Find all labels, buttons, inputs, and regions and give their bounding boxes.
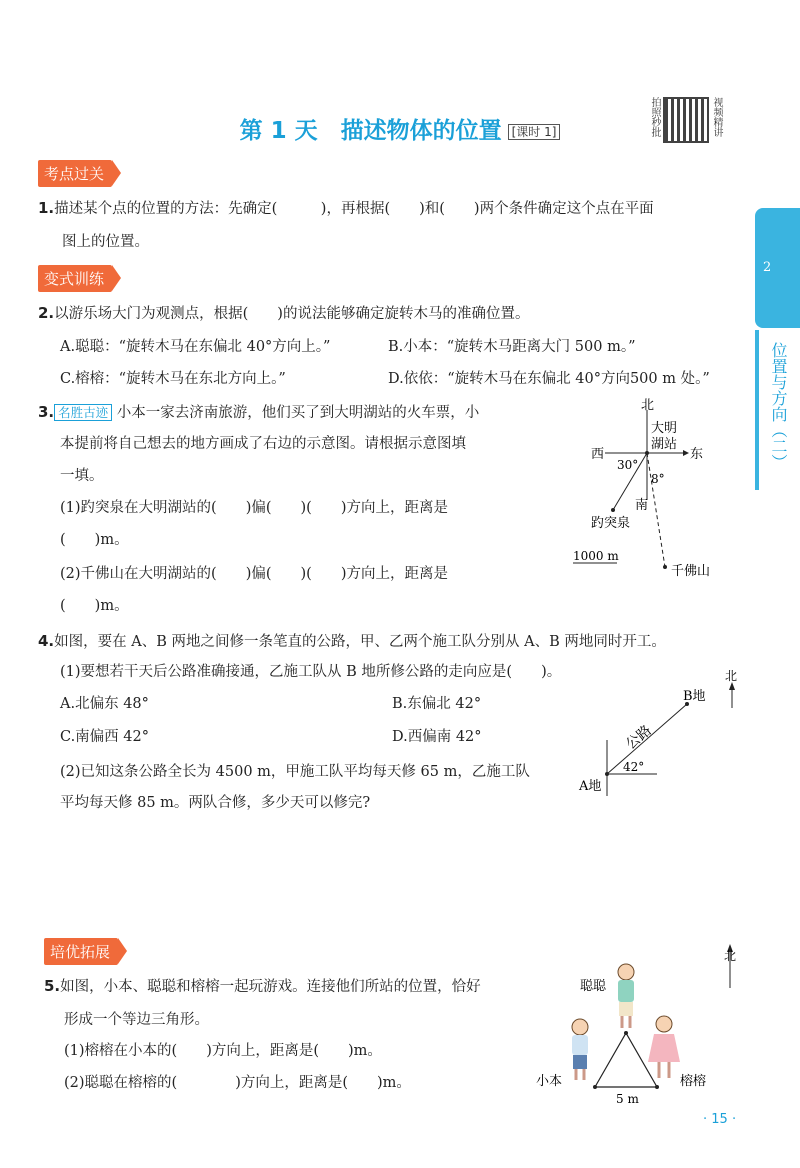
question-3-part1-cont: ( )m。 bbox=[60, 532, 129, 548]
option-b[interactable]: B.东偏北 42° bbox=[392, 696, 482, 712]
question-3 bbox=[38, 402, 479, 423]
section-label: 培优拓展 bbox=[50, 943, 111, 961]
road-diagram bbox=[575, 668, 745, 808]
option-b[interactable]: B.小本：“旋转木马距离大门 500 m。” bbox=[388, 339, 636, 355]
question-3-part2: (2)千佛山在大明湖站的( )偏( )( )方向上，距离是 bbox=[60, 566, 448, 582]
question-number: 1. bbox=[38, 199, 55, 217]
station-point bbox=[645, 451, 649, 455]
question-5-part2: (2)聪聪在榕榕的( )方向上，距离是( )m。 bbox=[64, 1075, 411, 1091]
a-point bbox=[605, 772, 609, 776]
question-number: 5. bbox=[44, 977, 61, 995]
north-label: 北 bbox=[724, 949, 737, 963]
lesson-tag: [课时 1] bbox=[508, 124, 561, 140]
question-3-line2: 本提前将自己想去的地方画成了右边的示意图。请根据示意图填 bbox=[60, 436, 466, 452]
side-length-label: 5 m bbox=[616, 1092, 639, 1106]
question-4-part1: (1)要想若干天后公路准确接通，乙施工队从 B 地所修公路的走向应是( )。 bbox=[60, 664, 562, 680]
north-arrow-icon bbox=[729, 682, 735, 690]
kicker-tag: 名胜古迹 bbox=[54, 404, 112, 421]
question-text: 小本一家去济南旅游，他们买了到大明湖站的火车票，小 bbox=[116, 405, 480, 421]
question-text: 描述某个点的位置的方法：先确定( )，再根据( )和( )两个条件确定这个点在平面 bbox=[54, 201, 654, 217]
rongrong-label: 榕榕 bbox=[680, 1074, 707, 1089]
triangle-shape bbox=[595, 1033, 657, 1087]
line-to-qianfo bbox=[647, 453, 665, 567]
south-label: 南 bbox=[635, 498, 649, 513]
vertex-right bbox=[655, 1085, 659, 1089]
question-4-part2-cont: 平均每天修 85 m。两队合修，多少天可以修完? bbox=[60, 795, 371, 811]
question-5-line2: 形成一个等边三角形。 bbox=[64, 1012, 209, 1028]
triangle-diagram bbox=[530, 940, 750, 1108]
qr-caption-right: 视频精讲 bbox=[711, 97, 722, 137]
xiaoben-label: 小本 bbox=[536, 1074, 563, 1089]
angle-8: 8° bbox=[651, 472, 665, 486]
qr-code-block[interactable] bbox=[647, 93, 722, 153]
page-number: · 15 · bbox=[703, 1112, 737, 1127]
east-arrow-icon bbox=[683, 450, 689, 456]
unit-title-tab bbox=[755, 330, 800, 490]
question-5-part1: (1)榕榕在小本的( )方向上，距离是( )m。 bbox=[64, 1043, 382, 1059]
question-text: 以游乐场大门为观测点，根据( )的说法能够确定旋转木马的准确位置。 bbox=[54, 306, 530, 322]
station-label-1: 大明 bbox=[651, 421, 678, 436]
child-rongrong-icon bbox=[648, 1016, 680, 1078]
a-label: A地 bbox=[579, 779, 602, 794]
vertex-top bbox=[624, 1031, 628, 1035]
qianfo-point bbox=[663, 565, 667, 569]
option-a[interactable]: A.北偏东 48° bbox=[60, 696, 149, 712]
map-diagram-daming bbox=[565, 395, 725, 585]
question-3-line3: 一填。 bbox=[60, 468, 104, 484]
north-label: 北 bbox=[641, 398, 655, 413]
section-tag-extension bbox=[44, 938, 118, 965]
angle-42: 42° bbox=[623, 760, 645, 774]
unit-number-tab bbox=[755, 208, 800, 328]
road-label: 公路 bbox=[623, 722, 655, 753]
east-label: 东 bbox=[690, 447, 704, 462]
question-text: 如图，要在 A、B 两地之间修一条笔直的公路，甲、乙两个施工队分别从 A、B 两地同时开工。 bbox=[54, 634, 666, 650]
question-5 bbox=[44, 976, 481, 997]
title-text: 第 1 天 描述物体的位置 bbox=[239, 118, 502, 144]
b-label: B地 bbox=[683, 689, 706, 704]
baotu-label: 趵突泉 bbox=[591, 516, 631, 531]
baotu-point bbox=[611, 508, 615, 512]
qianfo-label: 千佛山 bbox=[671, 564, 711, 579]
station-label-2: 湖站 bbox=[651, 437, 678, 452]
section-tag-checkpoint bbox=[38, 160, 112, 187]
unit-number: 2 bbox=[763, 260, 772, 275]
west-label: 西 bbox=[591, 447, 605, 462]
question-2 bbox=[38, 303, 529, 324]
section-tag-practice bbox=[38, 265, 112, 292]
child-congcong-icon bbox=[618, 964, 634, 1028]
section-label: 考点过关 bbox=[44, 165, 105, 183]
section-label: 变式训练 bbox=[44, 270, 105, 288]
unit-title: 位置与方向（二） bbox=[769, 342, 788, 470]
question-4-part2: (2)已知这条公路全长为 4500 m，甲施工队平均每天修 65 m，乙施工队 bbox=[60, 764, 530, 780]
question-1 bbox=[38, 198, 654, 219]
question-text: 如图，小本、聪聪和榕榕一起玩游戏。连接他们所站的位置，恰好 bbox=[60, 979, 481, 995]
vertex-left bbox=[593, 1085, 597, 1089]
congcong-label: 聪聪 bbox=[580, 979, 607, 994]
option-a[interactable]: A.聪聪：“旋转木马在东偏北 40°方向上。” bbox=[60, 339, 331, 355]
qr-code-icon bbox=[663, 97, 709, 143]
question-1-line2: 图上的位置。 bbox=[62, 234, 149, 250]
question-4 bbox=[38, 631, 666, 652]
scale-label: 1000 m bbox=[573, 549, 619, 563]
question-3-part1: (1)趵突泉在大明湖站的( )偏( )( )方向上，距离是 bbox=[60, 500, 448, 516]
question-3-part2-cont: ( )m。 bbox=[60, 598, 129, 614]
qr-caption-left: 拍照秒批 bbox=[649, 97, 660, 137]
option-d[interactable]: D.西偏南 42° bbox=[392, 729, 482, 745]
question-number: 2. bbox=[38, 304, 55, 322]
option-c[interactable]: C.榕榕：“旋转木马在东北方向上。” bbox=[60, 371, 286, 387]
angle-30: 30° bbox=[617, 458, 639, 472]
question-number: 3. bbox=[38, 403, 55, 421]
option-d[interactable]: D.依依：“旋转木马在东偏北 40°方向500 m 处。” bbox=[388, 371, 710, 387]
question-number: 4. bbox=[38, 632, 55, 650]
north-label: 北 bbox=[725, 669, 738, 683]
option-c[interactable]: C.南偏西 42° bbox=[60, 729, 149, 745]
child-xiaoben-icon bbox=[572, 1019, 588, 1080]
